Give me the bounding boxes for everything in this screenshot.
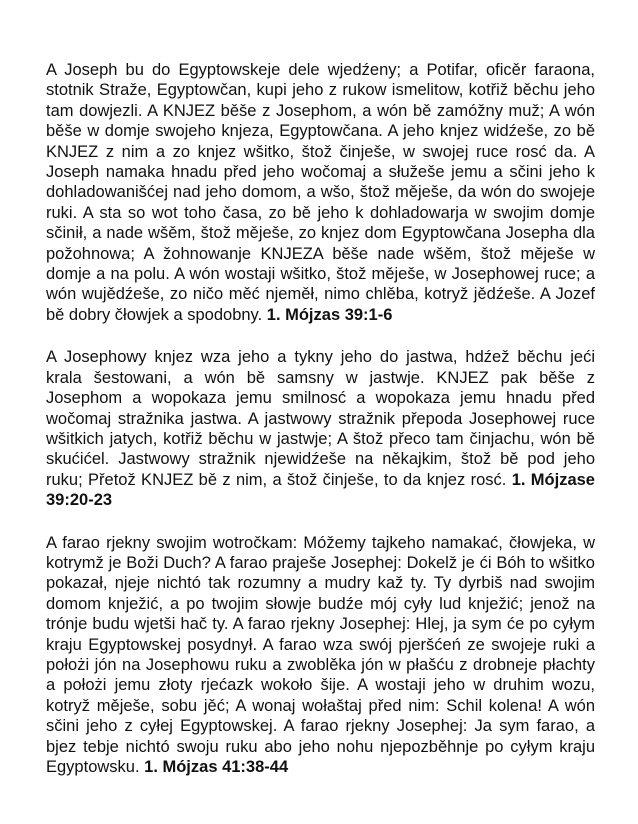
bible-reference: 1. Mójzas 39:1-6 xyxy=(266,305,393,324)
passage-text: A Josephowy knjez wza jeho a tykny jeho do jastwa, hdźež běchu jeći krala šestowani, a wón bě samsny w jastwje. KNJEZ pak běše z Josephom a wopokaza jemu smilnosć a wopokaza jemu hnadu před wočomaj stražnika jastwa. A jastwowy stražnik přepoda Josephowej ruce wšitkich jatych, kotřiž běchu w jastwje; A štož přeco tam činjachu, wón bě skućićel. Jastwowy stražnik njewidźeše na někajkim, štož bě pod jeho ruku; Přetož KNJEZ bě z nim, a štož činješe, to da knjez rosć. xyxy=(46,348,595,489)
passage-paragraph xyxy=(46,533,595,778)
passage-paragraph xyxy=(46,60,595,325)
bible-reference: 1. Mójzase 39:20-23 xyxy=(46,470,595,510)
passage-paragraph xyxy=(46,347,595,510)
bible-reference: 1. Mójzas 41:38-44 xyxy=(144,758,289,776)
passage-text: A Joseph bu do Egyptowskeje dele wjedźeny; a Potifar, oficěr faraona, stotnik Straže, Egyptowčan, kupi jeho z rukow ismelitow, kotřiž běchu jeho tam dowjezli. A KNJEZ běše z Josephom, a wón bě zamóžny muž; A wón běše w domje swojeho knjeza, Egyptowčana. A jeho knjez widźeše, zo bě KNJEZ z nim a zo knjez wšitko, štož činješe, w swojej ruce rosć da. A Joseph namaka hnadu před jeho wočomaj a słužeše jemu a sčini jeho k dohladowanišćej nad jeho domom, a wšo, štož měješe, da wón do swojeje ruki. A sta so wot toho časa, zo bě jeho k dohladowarja w swojim domje sčinił, a nade wšěm, štož měješe, zo knjez dom Egyptowčana Josepha dla požohnowa; A žohnowanje KNJEZA běše nade wšěm, štož měješe w domje a na polu. A wón wostaji wšitko, štož měješe, w Josephowej ruce; a wón wujědźeše, zo ničo měć njeměł, nimo chlěba, kotryž jědźeše. A Jozef bě dobry čłowjek a spodobny. xyxy=(46,61,595,324)
passage-text: A farao rjekny swojim wotročkam: Móžemy tajkeho namakać, čłowjeka, w kotrymž je Boži Duch? A farao praješe Josephej: Dokelž je ći Bóh to wšitko pokazał, njeje nichtó tak rozumny a mudry kaž ty. Ty dyrbiš nad swojim domom knježić, a po twojim słowje budźe mój cyły lud knježić; jenož na trónje budu wjetši hač ty. A farao rjekny Josephej: Hlej, ja sym će po cyłym kraju Egyptowskej posydnył. A farao wza swój pjeršćeń ze swojeje ruki a położi jón na Josephowu ruku a zwoblěka jón w płašću z drobneje płachty a położi jemu złoty rjećazk wokoło šije. A wostaji jeho w druhim wozu, kotryž měješe, sobu jěć; A wonaj wołaštaj před nim: Schil kolena! A wón sčini jeho z cyłej Egyptowskej. A farao rjekny Josephej: Ja sym farao, a bjez tebje nichtó swoju ruku abo jeho nohu njepozběhnje po cyłym kraju Egyptowsku. xyxy=(46,533,595,776)
